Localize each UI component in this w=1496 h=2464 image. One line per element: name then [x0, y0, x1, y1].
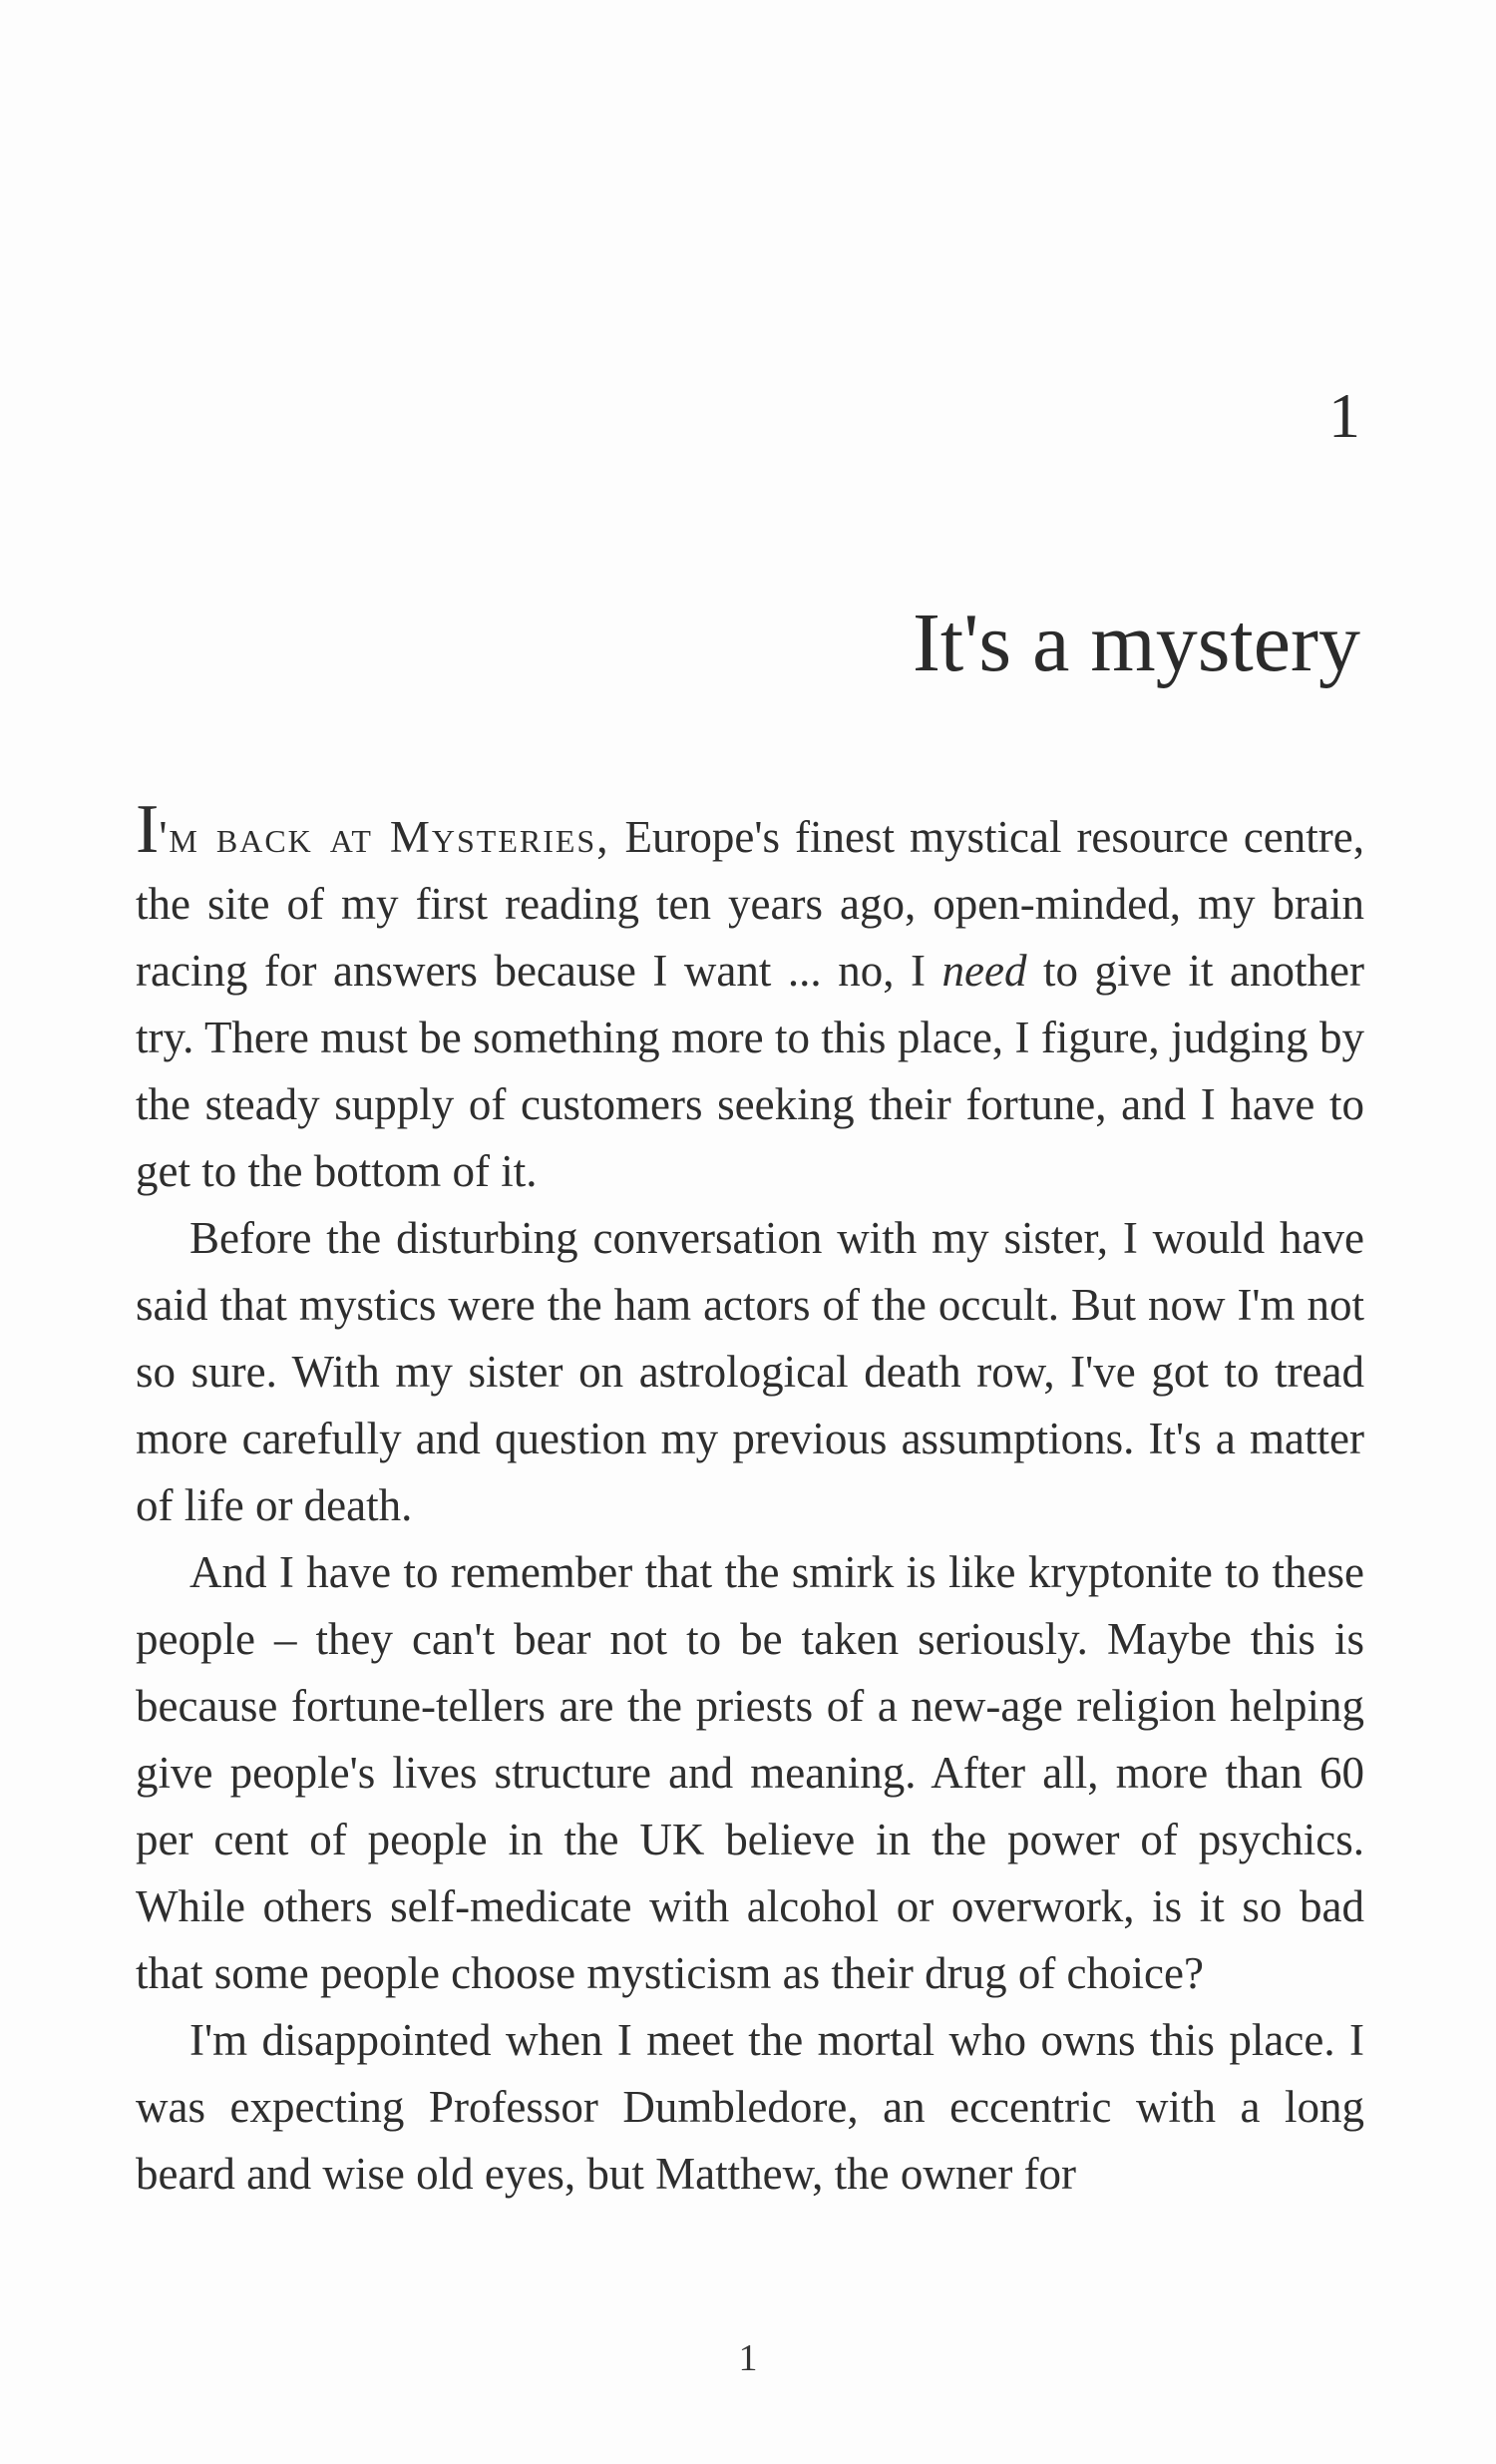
body-text [136, 791, 1364, 2208]
paragraph-3: And I have to remember that the smirk is like kryptonite to these people – they can't bear not to be taken seriously. Maybe this is because fortune-tellers are the priests of a new-age religion helping give people's lives structure and meaning. After all, more than 60 per cent of people in the UK believe in the power of psychics. While others self-medicate with alcohol or overwork, is it so bad that some people choose mysticism as their drug of choice? [136, 1547, 1364, 1998]
paragraph-1 [136, 791, 1364, 1205]
page-number: 1 [738, 2337, 758, 2379]
emphasis-need: need [941, 946, 1027, 996]
paragraph-1-text-b: to give it another try. There must be something more to this place, I figure, judging by the steady supply of customers seeking their fortune, and I have to get to the bottom of it. [136, 946, 1364, 1196]
chapter-number: 1 [1328, 380, 1360, 451]
paragraph-1-text-a: Europe's finest mystical resource centre, the site of my first reading ten years ago, open-minded, my brain racing for answers because I want ... no, I [136, 812, 1364, 996]
paragraph-4: I'm disappointed when I meet the mortal who owns this place. I was expecting Professor Dumbledore, an eccentric with a long beard and wise old eyes, but Matthew, the owner for [136, 2015, 1364, 2199]
drop-cap: I [136, 791, 160, 868]
small-caps-lead: 'm back at Mysteries, [159, 812, 610, 862]
chapter-title: It's a mystery [912, 597, 1360, 689]
paragraph-2: Before the disturbing conversation with my sister, I would have said that mystics were the ham actors of the occult. But now I'm not so sure. With my sister on astrological death row, I've got to tread more carefully and question my previous assumptions. It's a matter of life or death. [136, 1213, 1364, 1530]
